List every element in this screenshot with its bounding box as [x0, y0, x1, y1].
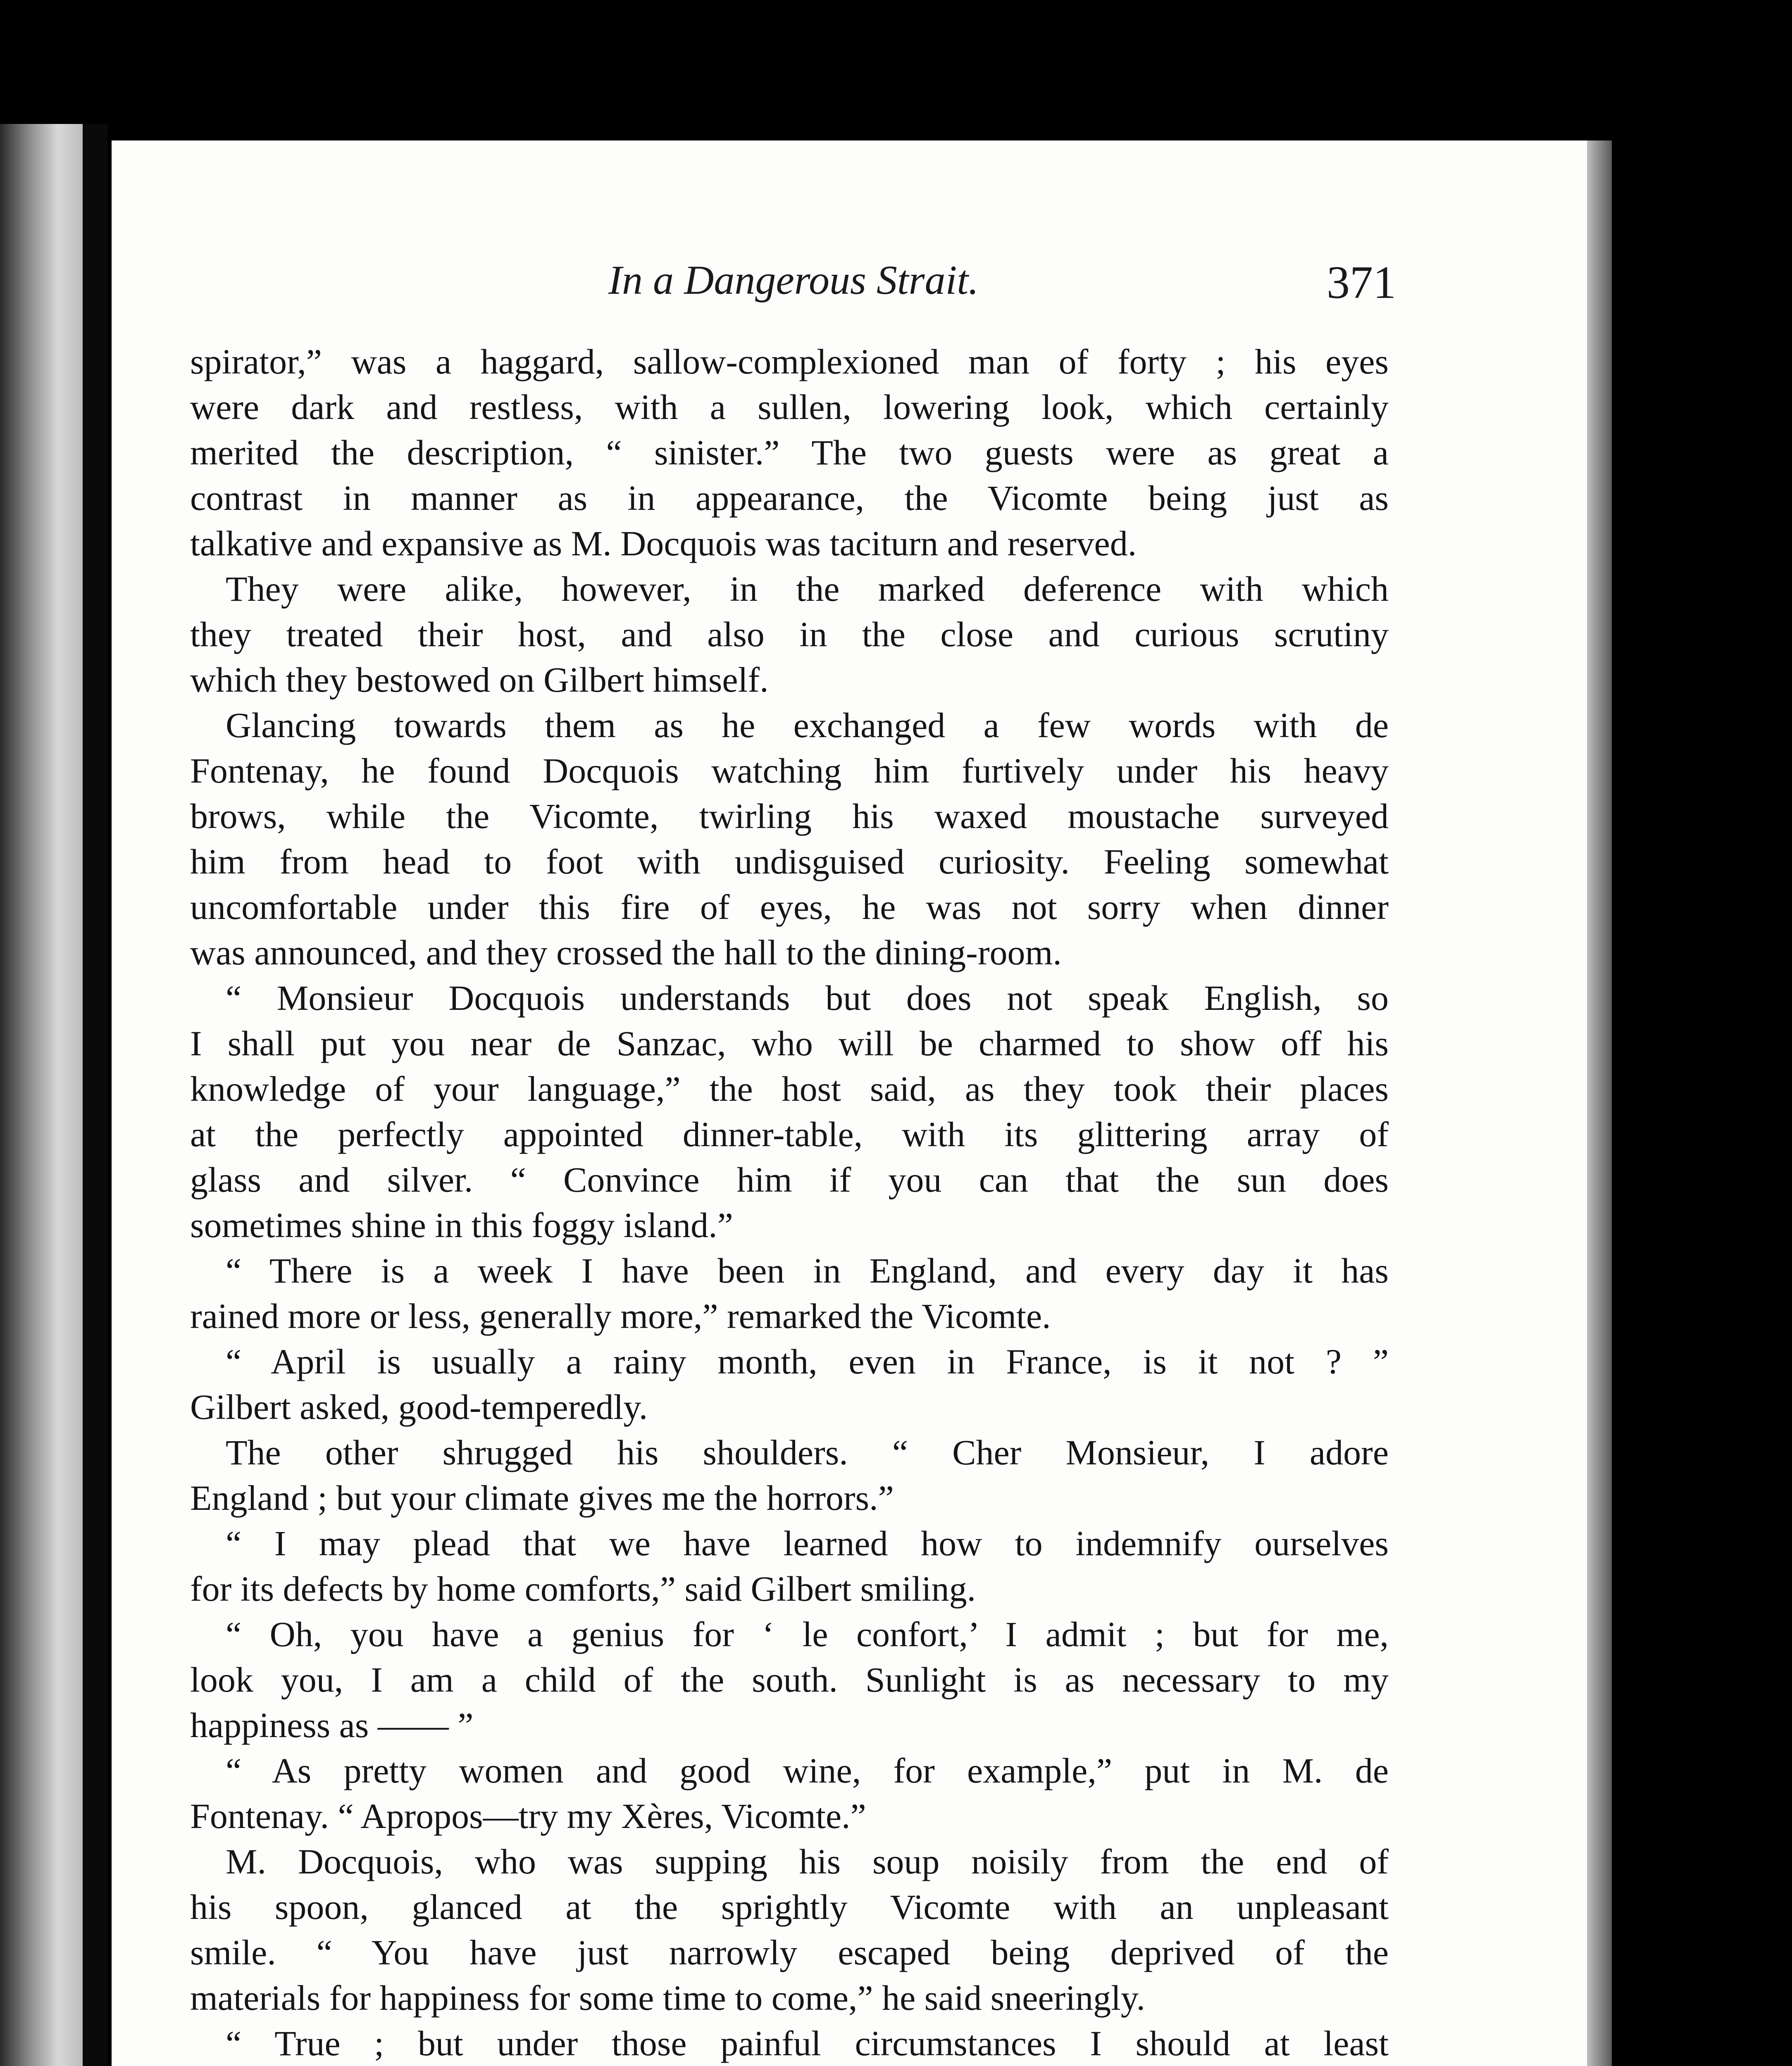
text-line: happiness as —— ” [190, 1705, 474, 1745]
text-line: “ Oh, you have a genius for ‘ le confort,’ I admit ; but for me, [226, 1614, 1389, 1654]
text-line: “ Monsieur Docquois understands but does not speak English, so [226, 978, 1389, 1018]
text-line: was announced, and they crossed the hall to the dining-room. [190, 933, 1062, 972]
text-line: him from head to foot with undisguised curiosity. Feeling somewhat [190, 842, 1389, 881]
text-line: rained more or less, generally more,” remarked the Vicomte. [190, 1296, 1051, 1336]
text-line: smile. “ You have just narrowly escaped being deprived of the [190, 1933, 1389, 1972]
text-line: his spoon, glanced at the sprightly Vicomte with an unpleasant [190, 1887, 1389, 1927]
text-line: Glancing towards them as he exchanged a few words with de [226, 705, 1389, 745]
book-gutter [83, 124, 107, 2066]
text-line: Fontenay, he found Docquois watching him furtively under his heavy [190, 751, 1389, 790]
text-line: Fontenay. “ Apropos—try my Xères, Vicomte.” [190, 1796, 866, 1836]
text-line: spirator,” was a haggard, sallow-complexioned man of forty ; his eyes [190, 342, 1389, 381]
text-line: “ I may plead that we have learned how to indemnify ourselves [226, 1523, 1389, 1563]
text-line: “ April is usually a rainy month, even in France, is it not ? ” [226, 1342, 1389, 1381]
text-line: they treated their host, and also in the close and curious scrutiny [190, 614, 1389, 654]
running-title: In a Dangerous Strait. [608, 257, 979, 303]
text-line: knowledge of your language,” the host said, as they took their places [190, 1069, 1389, 1109]
body-text [190, 339, 1389, 2066]
text-line: I shall put you near de Sanzac, who will be charmed to show off his [190, 1023, 1389, 1063]
text-line: which they bestowed on Gilbert himself. [190, 660, 769, 700]
left-page-edge [0, 124, 83, 2066]
text-line: M. Docquois, who was supping his soup noisily from the end of [226, 1842, 1389, 1881]
text-line: England ; but your climate gives me the horrors.” [190, 1478, 894, 1518]
text-line: brows, while the Vicomte, twirling his waxed moustache surveyed [190, 796, 1389, 836]
text-line: “ There is a week I have been in England, and every day it has [226, 1251, 1389, 1290]
text-line: talkative and expansive as M. Docquois was taciturn and reserved. [190, 524, 1137, 563]
page-edge-shadow-right [1587, 140, 1612, 2066]
text-line: materials for happiness for some time to come,” he said sneeringly. [190, 1978, 1145, 2018]
text-line: sometimes shine in this foggy island.” [190, 1205, 733, 1245]
page-number: 371 [1327, 257, 1396, 308]
text-line: merited the description, “ sinister.” The two guests were as great a [190, 433, 1389, 472]
text-line: The other shrugged his shoulders. “ Cher Monsieur, I adore [226, 1433, 1389, 1472]
text-line: “ As pretty women and good wine, for example,” put in M. de [226, 1751, 1389, 1790]
text-line: Gilbert asked, good-temperedly. [190, 1387, 648, 1427]
text-line: uncomfortable under this fire of eyes, he was not sorry when dinner [190, 887, 1389, 927]
text-line: contrast in manner as in appearance, the Vicomte being just as [190, 478, 1389, 518]
text-line: were dark and restless, with a sullen, lowering look, which certainly [190, 387, 1389, 427]
text-line: look you, I am a child of the south. Sunlight is as necessary to my [190, 1660, 1389, 1699]
page-header [194, 252, 1396, 310]
text-line: “ True ; but under those painful circumstances I should at least [226, 2023, 1389, 2063]
text-line: for its defects by home comforts,” said Gilbert smiling. [190, 1569, 976, 1609]
text-line: glass and silver. “ Convince him if you can that the sun does [190, 1160, 1389, 1200]
text-line: at the perfectly appointed dinner-table, with its glittering array of [190, 1114, 1389, 1154]
text-line: They were alike, however, in the marked deference with which [226, 569, 1389, 609]
